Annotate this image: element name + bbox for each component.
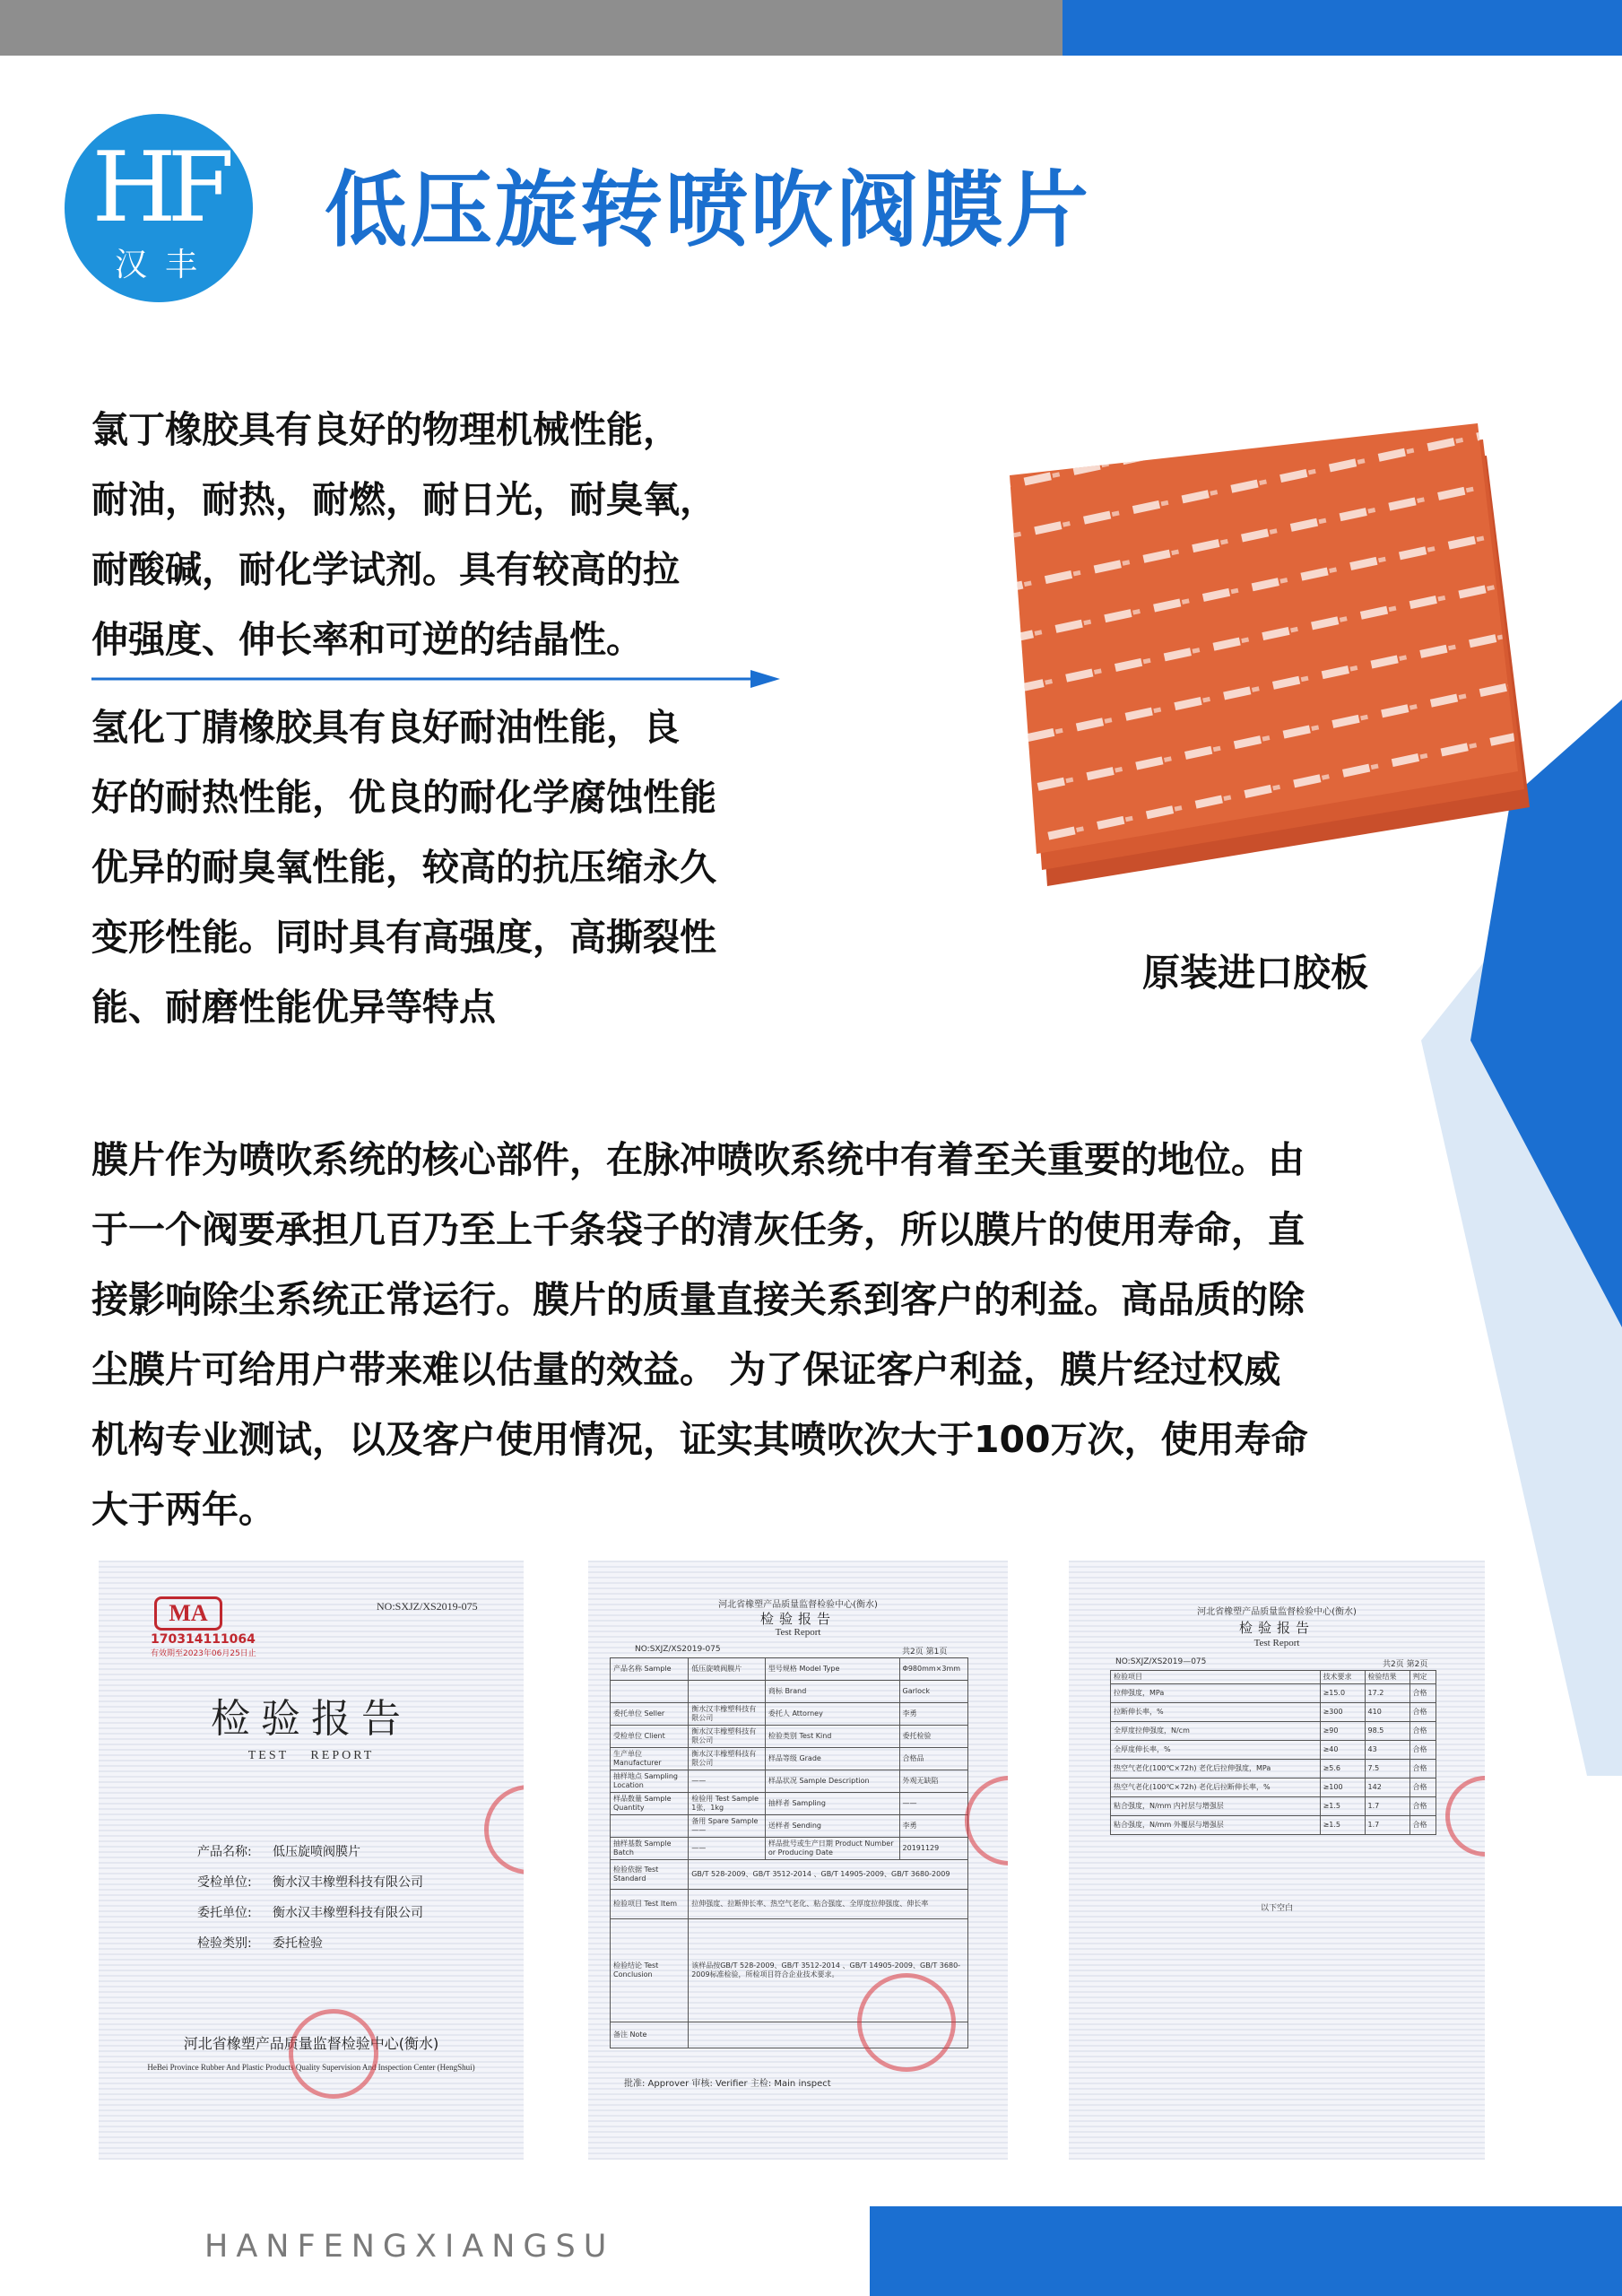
table-cell: 备用 Spare Sample —— — [689, 1815, 766, 1838]
table-cell: 检验类别 Test Kind — [765, 1726, 899, 1748]
doc-title: 检验报告 — [1238, 1620, 1314, 1636]
table-row — [611, 1748, 968, 1770]
test-results-table — [1110, 1670, 1436, 1835]
table-cell: 拉断伸长率，% — [1111, 1703, 1321, 1722]
table-cell — [611, 1815, 689, 1838]
table-row: 备注 Note — [611, 2022, 968, 2048]
report-number: NO:SXJZ/XS2019-075 — [377, 1600, 478, 1613]
report-subtitle: TEST REPORT — [247, 1749, 375, 1762]
text-line: 变形性能。同时具有高强度，高撕裂性 — [91, 916, 716, 959]
text-line: 接影响除尘系统正常运行。膜片的质量直接关系到客户的利益。高品质的除 — [91, 1278, 1305, 1321]
inspection-center-en: HeBei Province Rubber And Plastic Products Quality Supervision And Inspection Center (HengShui) — [147, 2063, 475, 2072]
table-cell: ≥15.0 — [1320, 1684, 1365, 1703]
doc-subtitle: Test Report — [1253, 1638, 1300, 1648]
field-row: 受检单位: 衡水汉丰橡塑科技有限公司 — [197, 1875, 423, 1890]
text-line: 于一个阀要承担几百乃至上千条袋子的清灰任务，所以膜片的使用寿命，直 — [91, 1208, 1305, 1251]
text-line: 机构专业测试，以及客户使用情况，证实其喷吹次大于100万次，使用寿命 — [91, 1418, 1308, 1461]
text-line: 能、耐磨性能优异等特点 — [91, 986, 496, 1029]
arrow-divider — [91, 667, 782, 691]
rubber-sheet-image — [1002, 413, 1540, 897]
seam-stamp — [965, 1776, 1008, 1866]
neoprene-description — [91, 395, 809, 674]
official-stamp — [857, 1973, 956, 2072]
table-cell: 合格 — [1409, 1797, 1436, 1816]
table-cell: 型号规格 Model Type — [765, 1658, 899, 1681]
table-cell: 合格 — [1409, 1779, 1436, 1797]
table-cell: 合格 — [1409, 1760, 1436, 1779]
table-cell: ≥1.5 — [1320, 1816, 1365, 1835]
table-cell: 热空气老化(100℃×72h) 老化后拉断伸长率，% — [1111, 1779, 1321, 1797]
table-cell: 粘合强度，N/mm 外覆层与增强层 — [1111, 1816, 1321, 1835]
table-cell: —— — [899, 1793, 967, 1815]
header-gray-bar — [0, 0, 1063, 56]
text-line: 氢化丁腈橡胶具有良好耐油性能，良 — [91, 706, 680, 749]
table-cell: 衡水汉丰橡塑科技有限公司 — [689, 1726, 766, 1748]
table-cell: 1.7 — [1365, 1816, 1409, 1835]
table-cell: 样品批号或生产日期 Product Number or Producing Date — [765, 1838, 899, 1860]
doc-number: NO:SXJZ/XS2019-075 — [635, 1645, 721, 1654]
footer-blue-bar — [870, 2206, 1622, 2296]
table-cell: 送样者 Sending — [765, 1815, 899, 1838]
doc-page: 共2页 第1页 — [902, 1648, 948, 1657]
field-row: 产品名称: 低压旋喷阀膜片 — [197, 1845, 360, 1859]
table-cell: 17.2 — [1365, 1684, 1409, 1703]
footer-company-name: HANFENGXIANGSU — [204, 2229, 615, 2265]
text-line: 耐油，耐热，耐燃，耐日光，耐臭氧， — [91, 478, 716, 521]
header-blue-bar — [1063, 0, 1622, 56]
table-row: 检验依据 Test Standard GB/T 528-2009、GB/T 3512-2014 、GB/T 14905-2009、GB/T 3680-2009 — [611, 1860, 968, 1890]
table-cell: 1.7 — [1365, 1797, 1409, 1816]
text-line: 氯丁橡胶具有良好的物理机械性能， — [91, 408, 680, 451]
table-cell: 7.5 — [1365, 1760, 1409, 1779]
diaphragm-description — [91, 1125, 1463, 1544]
table-cell: 合格 — [1409, 1741, 1436, 1760]
table-cell: 检验用 Test Sample 1张，1kg — [689, 1793, 766, 1815]
table-cell: 李勇 — [899, 1815, 967, 1838]
table-cell: 生产单位 Manufacturer — [611, 1748, 689, 1770]
table-row — [1111, 1722, 1436, 1741]
doc-title: 检验报告 — [759, 1611, 836, 1627]
text-line: 优异的耐臭氧性能，较高的抗压缩永久 — [91, 846, 716, 889]
table-row — [611, 1793, 968, 1815]
table-row: 检验结论 Test Conclusion 该样品按GB/T 528-2009、GB/T 3512-2014 、GB/T 14905-2009、GB/T 3680-2009标准检验，所检项目符合企业技术要求。 — [611, 1919, 968, 2022]
table-cell: —— — [689, 1770, 766, 1793]
official-stamp — [289, 2009, 378, 2099]
table-header-row: 检验项目 技术要求 检验结果 判定 — [1111, 1671, 1436, 1684]
table-row — [611, 1703, 968, 1726]
table-cell: 抽样基数 Sample Batch — [611, 1838, 689, 1860]
table-cell: 热空气老化(100℃×72h) 老化后拉伸强度，MPa — [1111, 1760, 1321, 1779]
table-cell: 抽样者 Sampling — [765, 1793, 899, 1815]
table-cell: ≥40 — [1320, 1741, 1365, 1760]
doc-number: NO:SXJZ/XS2019—075 — [1115, 1657, 1207, 1666]
table-cell: 合格 — [1409, 1684, 1436, 1703]
table-row — [1111, 1703, 1436, 1722]
table-cell: 委托人 Attorney — [765, 1703, 899, 1726]
table-row — [611, 1726, 968, 1748]
table-cell: 合格品 — [899, 1748, 967, 1770]
table-cell: ≥1.5 — [1320, 1797, 1365, 1816]
table-row — [611, 1838, 968, 1860]
report-title: 检验报告 — [211, 1696, 412, 1742]
field-row: 检验类别: 委托检验 — [197, 1936, 323, 1951]
table-cell: 98.5 — [1365, 1722, 1409, 1741]
table-cell: 全厚度伸长率，% — [1111, 1741, 1321, 1760]
table-row — [1111, 1760, 1436, 1779]
text-line: 好的耐热性能，优良的耐化学腐蚀性能 — [91, 776, 716, 819]
hnbr-description — [91, 692, 809, 1042]
logo-chinese: 汉丰 — [114, 247, 215, 283]
table-cell — [689, 1681, 766, 1703]
table-cell: 142 — [1365, 1779, 1409, 1797]
page-title: 低压旋转喷吹阀膜片 — [325, 162, 1092, 258]
table-cell: ≥5.6 — [1320, 1760, 1365, 1779]
table-cell — [611, 1681, 689, 1703]
table-cell: 拉伸强度，MPa — [1111, 1684, 1321, 1703]
text-line: 大于两年。 — [91, 1488, 275, 1531]
table-cell: Φ980mm×3mm — [899, 1658, 967, 1681]
seam-stamp — [484, 1785, 524, 1874]
cma-note: 有效期至2023年06月25日止 — [151, 1649, 256, 1658]
blank-below-note: 以下空白 — [1260, 1904, 1293, 1913]
table-cell: —— — [689, 1838, 766, 1860]
table-row: 检验项目 Test Item 拉伸强度、拉断伸长率、热空气老化、粘合强度、全厚度拉伸强度、伸长率 — [611, 1890, 968, 1919]
doc-page: 共2页 第2页 — [1383, 1660, 1428, 1669]
report-page-1 — [588, 1561, 1008, 2160]
inspection-center: 河北省橡塑产品质量监督检验中心(衡水) — [183, 2035, 439, 2052]
text-line: 尘膜片可给用户带来难以估量的效益。 为了保证客户利益，膜片经过权威 — [91, 1348, 1281, 1391]
table-cell: 410 — [1365, 1703, 1409, 1722]
table-cell: 样品数量 Sample Quantity — [611, 1793, 689, 1815]
table-cell: 产品名称 Sample — [611, 1658, 689, 1681]
table-cell: 衡水汉丰橡塑科技有限公司 — [689, 1748, 766, 1770]
table-cell: 抽样地点 Sampling Location — [611, 1770, 689, 1793]
table-cell: ≥100 — [1320, 1779, 1365, 1797]
seam-stamp — [1445, 1776, 1485, 1857]
table-row — [611, 1681, 968, 1703]
table-cell: 合格 — [1409, 1722, 1436, 1741]
table-cell: Garlock — [899, 1681, 967, 1703]
table-cell: 样品状况 Sample Description — [765, 1770, 899, 1793]
text-line: 耐酸碱，耐化学试剂。具有较高的拉 — [91, 548, 680, 591]
signature-line: 批准: Approver 审核: Verifier 主检: Main inspect — [624, 2079, 831, 2089]
table-cell: 全厚度拉伸强度，N/cm — [1111, 1722, 1321, 1741]
logo-mark: HF — [91, 132, 226, 244]
table-row — [1111, 1797, 1436, 1816]
table-row — [1111, 1741, 1436, 1760]
cma-code: 170314111064 — [151, 1632, 256, 1647]
doc-header: 河北省橡塑产品质量监督检验中心(衡水) — [1197, 1607, 1357, 1617]
table-cell: 粘合强度，N/mm 内衬层与增强层 — [1111, 1797, 1321, 1816]
text-line: 伸强度、伸长率和可逆的结晶性。 — [91, 618, 643, 661]
report-cover — [99, 1561, 524, 2160]
table-row — [1111, 1684, 1436, 1703]
field-row: 委托单位: 衡水汉丰橡塑科技有限公司 — [197, 1906, 423, 1920]
table-row — [1111, 1779, 1436, 1797]
table-cell: 合格 — [1409, 1816, 1436, 1835]
table-row — [611, 1770, 968, 1793]
table-cell: ≥90 — [1320, 1722, 1365, 1741]
table-cell: 委托检验 — [899, 1726, 967, 1748]
table-cell: 样品等级 Grade — [765, 1748, 899, 1770]
table-cell: 合格 — [1409, 1703, 1436, 1722]
doc-subtitle: Test Report — [775, 1627, 821, 1638]
doc-header: 河北省橡塑产品质量监督检验中心(衡水) — [718, 1600, 878, 1610]
cma-mark: MA — [154, 1596, 222, 1631]
table-cell: 43 — [1365, 1741, 1409, 1760]
table-cell: 衡水汉丰橡塑科技有限公司 — [689, 1703, 766, 1726]
table-cell: ≥300 — [1320, 1703, 1365, 1722]
table-cell: 20191129 — [899, 1838, 967, 1860]
table-cell: 低压旋喷阀膜片 — [689, 1658, 766, 1681]
table-cell: 商标 Brand — [765, 1681, 899, 1703]
table-cell: 受检单位 Client — [611, 1726, 689, 1748]
company-logo — [65, 114, 253, 302]
table-row — [1111, 1816, 1436, 1835]
product-caption: 原装进口胶板 — [1141, 951, 1368, 995]
table-cell: 李勇 — [899, 1703, 967, 1726]
table-cell: 委托单位 Seller — [611, 1703, 689, 1726]
table-cell: 外观无缺陷 — [899, 1770, 967, 1793]
table-row — [611, 1658, 968, 1681]
text-line: 膜片作为喷吹系统的核心部件，在脉冲喷吹系统中有着至关重要的地位。由 — [91, 1138, 1305, 1181]
report-page-2 — [1069, 1561, 1485, 2160]
table-row — [611, 1815, 968, 1838]
